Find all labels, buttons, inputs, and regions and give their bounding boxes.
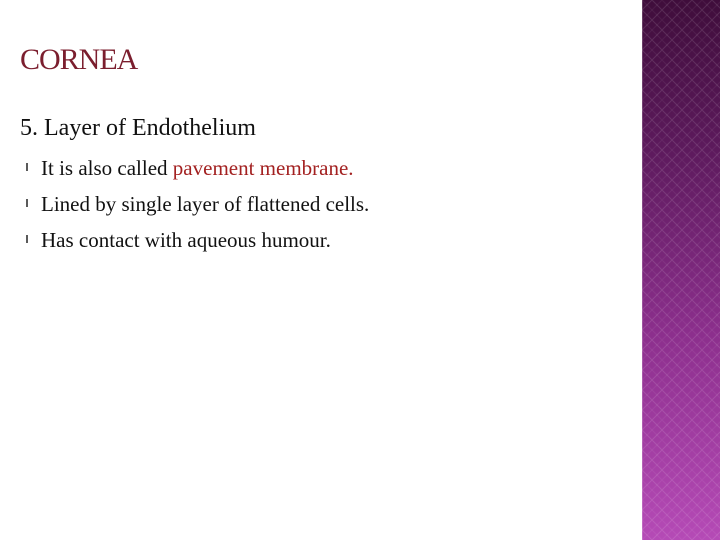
- small-bullet-icon: [25, 235, 29, 243]
- bullet-text: Has contact with aqueous humour.: [41, 228, 331, 252]
- bullet-text-highlight: pavement membrane.: [172, 156, 354, 180]
- section-heading: 5. Layer of Endothelium: [20, 115, 256, 141]
- small-bullet-icon: [25, 163, 29, 171]
- bullet-list: [20, 150, 620, 258]
- bullet-item-aqueous-humour: [20, 222, 620, 258]
- slide-content: [20, 112, 620, 258]
- small-bullet-icon: [25, 199, 29, 207]
- slide-title: CORNEA: [20, 43, 138, 76]
- diamond-pattern: [642, 0, 720, 540]
- bullet-text-prefix: It is also called: [41, 156, 173, 180]
- bullet-text: Lined by single layer of flattened cells.: [41, 192, 370, 216]
- bullet-item-pavement-membrane: [20, 150, 620, 186]
- decorative-side-panel: [642, 0, 720, 540]
- bullet-item-flattened-cells: [20, 186, 620, 222]
